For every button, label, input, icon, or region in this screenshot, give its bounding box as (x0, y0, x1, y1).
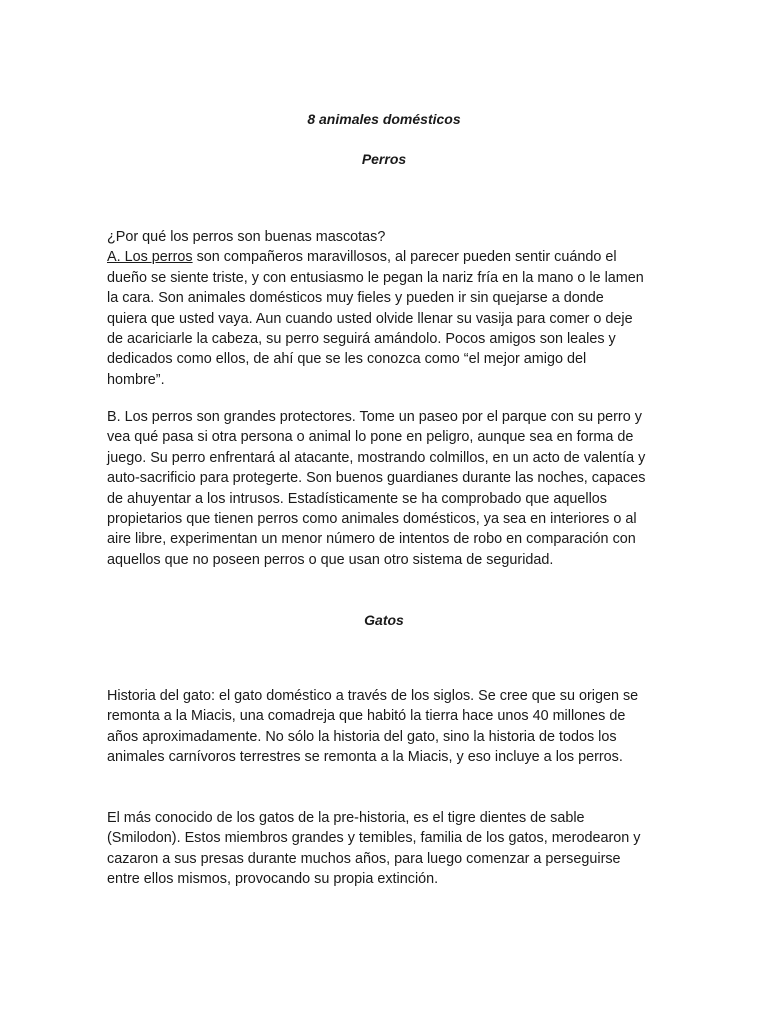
section-heading-perros: Perros (361, 151, 407, 167)
section-heading-gatos: Gatos (364, 612, 404, 628)
perros-question-and-paragraph-a (107, 227, 647, 390)
perros-paragraph-b: B. Los perros son grandes protectores. Tome un paseo por el parque con su perro y vea qué pasa si otra persona o animal lo pone en peligro, aunque sea en forma de juego. Su perro enfrentará al atacante, mostrando colmillos, en un acto de valentía y auto-sacrificio para protegerte. Son buenos guardianes durante las noches, capaces de ahuyentar a los intrusos. Estadísticamente se ha comprobado que aquellos propietarios que tienen perros como animales domésticos, ya sea en interiores o al aire libre, experimentan un menor número de intentos de robo en comparación con aquellos que no poseen perros o que usan otro sistema de seguridad. (107, 409, 646, 568)
paragraph-a-prefix: A. Los perros (107, 249, 193, 266)
gatos-paragraph-2: El más conocido de los gatos de la pre-historia, es el tigre dientes de sable (Smilodon). Estos miembros grandes y temibles, familia de los gatos, merodearon y cazaron a sus presas durante muchos años, para luego comenzar a perseguirse entre ellos mismos, provocando su propia extinción. (107, 810, 641, 888)
gatos-paragraph-1: Historia del gato: el gato doméstico a través de los siglos. Se cree que su origen se remonta a la Miacis, una comadreja que habitó la tierra hace unos 40 millones de años aproximadamente. No sólo la historia del gato, sino la historia de todos los animales carnívoros terrestres se remonta a la Miacis, y eso incluye a los perros. (107, 688, 639, 766)
perros-question: ¿Por qué los perros son buenas mascotas? (107, 229, 386, 245)
paragraph-a-text: son compañeros maravillosos, al parecer pueden sentir cuándo el dueño se siente triste, y con entusiasmo le pegan la nariz fría en la mano o le lamen la cara. Son animales domésticos muy fieles y pueden ir sin quejarse a donde quiera que usted vaya. Aun cuando usted olvide llenar su vasija para comer o deje de acariciarle la cabeza, su perro seguirá amándolo. Pocos amigos son leales y dedicados como ellos, de ahí que se les conozca como “el mejor amigo del hombre”. (107, 249, 644, 388)
document-title: 8 animales domésticos (307, 111, 461, 127)
